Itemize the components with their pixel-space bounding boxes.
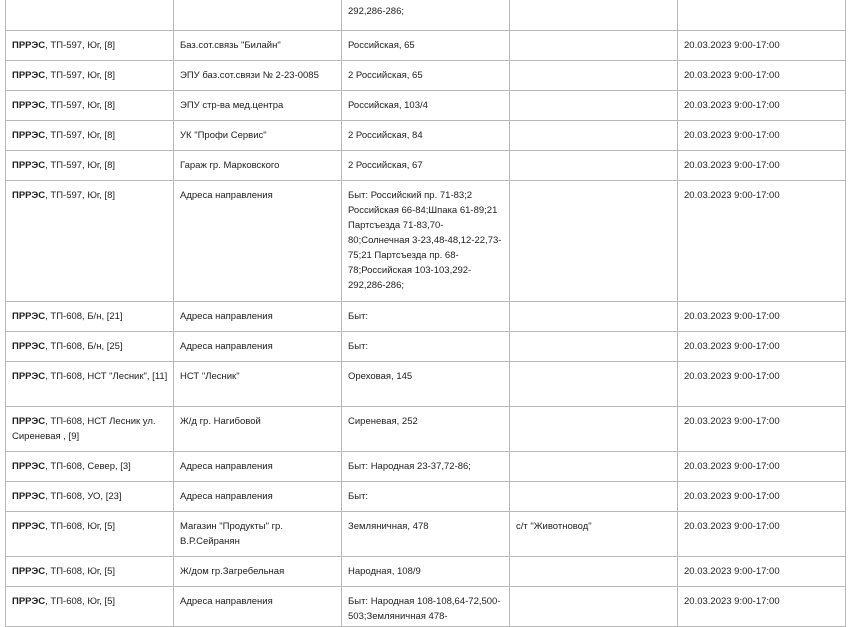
- extra-cell: [510, 482, 678, 512]
- organization-label: ПРРЭС: [12, 40, 46, 51]
- location-label: , ТП-597, Юг, [8]: [45, 130, 116, 141]
- address-cell: Быт:: [342, 302, 510, 332]
- extra-cell: [510, 31, 678, 61]
- address-cell: Российская, 103/4: [342, 91, 510, 121]
- table-row: [6, 31, 846, 61]
- table-body: [6, 0, 846, 627]
- organization-label: ПРРЭС: [12, 596, 46, 607]
- name-cell: [174, 0, 342, 31]
- name-cell: Адреса направления: [174, 452, 342, 482]
- extra-cell: [510, 0, 678, 31]
- name-cell: УК "Профи Сервис": [174, 121, 342, 151]
- org-cell: [6, 452, 174, 482]
- location-label: , ТП-608, Б/н, [21]: [45, 311, 123, 322]
- time-cell: 20.03.2023 9:00-17:00: [678, 452, 846, 482]
- org-cell: [6, 512, 174, 557]
- extra-cell: [510, 121, 678, 151]
- time-cell: 20.03.2023 9:00-17:00: [678, 587, 846, 627]
- time-cell: [678, 0, 846, 31]
- table-row: [6, 0, 846, 31]
- name-cell: Ж/дом гр.Загребельная: [174, 557, 342, 587]
- organization-label: ПРРЭС: [12, 521, 46, 532]
- organization-label: ПРРЭС: [12, 371, 46, 382]
- table-row: [6, 91, 846, 121]
- org-cell: [6, 407, 174, 452]
- organization-label: ПРРЭС: [12, 416, 46, 427]
- organization-label: ПРРЭС: [12, 461, 46, 472]
- location-label: , ТП-608, НСТ "Лесник", [11]: [45, 371, 168, 382]
- table-row: [6, 482, 846, 512]
- location-label: , ТП-597, Юг, [8]: [45, 70, 116, 81]
- time-cell: 20.03.2023 9:00-17:00: [678, 407, 846, 452]
- org-cell: [6, 557, 174, 587]
- organization-label: ПРРЭС: [12, 70, 46, 81]
- location-label: , ТП-608, Юг, [5]: [45, 596, 116, 607]
- location-label: , ТП-608, НСТ Лесник ул. Сиреневая , [9]: [12, 416, 156, 442]
- address-cell: Ореховая, 145: [342, 362, 510, 407]
- address-cell: Быт: Народная 23-37,72-86;: [342, 452, 510, 482]
- table-row: [6, 587, 846, 627]
- address-cell: Народная, 108/9: [342, 557, 510, 587]
- time-cell: 20.03.2023 9:00-17:00: [678, 61, 846, 91]
- name-cell: Гараж гр. Марковского: [174, 151, 342, 181]
- time-cell: 20.03.2023 9:00-17:00: [678, 31, 846, 61]
- location-label: , ТП-608, Юг, [5]: [45, 521, 116, 532]
- location-label: , ТП-597, Юг, [8]: [45, 160, 116, 171]
- org-cell: [6, 121, 174, 151]
- org-cell: [6, 332, 174, 362]
- name-cell: Адреса направления: [174, 181, 342, 302]
- organization-label: ПРРЭС: [12, 566, 46, 577]
- location-label: , ТП-597, Юг, [8]: [45, 190, 116, 201]
- table-row: [6, 181, 846, 302]
- org-cell: [6, 302, 174, 332]
- table-row: [6, 302, 846, 332]
- table-row: [6, 362, 846, 407]
- time-cell: 20.03.2023 9:00-17:00: [678, 181, 846, 302]
- location-label: , ТП-608, Б/н, [25]: [45, 341, 123, 352]
- org-cell: [6, 362, 174, 407]
- organization-label: ПРРЭС: [12, 491, 46, 502]
- organization-label: ПРРЭС: [12, 190, 46, 201]
- organization-label: ПРРЭС: [12, 311, 46, 322]
- table-row: [6, 151, 846, 181]
- address-cell: Быт:: [342, 482, 510, 512]
- location-label: , ТП-608, УО, [23]: [45, 491, 122, 502]
- name-cell: Адреса направления: [174, 587, 342, 627]
- address-cell: Российская, 65: [342, 31, 510, 61]
- extra-cell: [510, 452, 678, 482]
- extra-cell: [510, 302, 678, 332]
- address-cell: 2 Российская, 67: [342, 151, 510, 181]
- location-label: , ТП-597, Юг, [8]: [45, 40, 116, 51]
- table-row: [6, 557, 846, 587]
- extra-cell: [510, 61, 678, 91]
- table-row: [6, 452, 846, 482]
- extra-cell: [510, 332, 678, 362]
- organization-label: ПРРЭС: [12, 160, 46, 171]
- name-cell: Адреса направления: [174, 332, 342, 362]
- time-cell: 20.03.2023 9:00-17:00: [678, 151, 846, 181]
- table-row: [6, 121, 846, 151]
- org-cell: [6, 587, 174, 627]
- org-cell: [6, 31, 174, 61]
- name-cell: Баз.сот.связь "Билайн": [174, 31, 342, 61]
- location-label: , ТП-608, Юг, [5]: [45, 566, 116, 577]
- organization-label: ПРРЭС: [12, 100, 46, 111]
- extra-cell: [510, 587, 678, 627]
- org-cell: [6, 181, 174, 302]
- time-cell: 20.03.2023 9:00-17:00: [678, 482, 846, 512]
- time-cell: 20.03.2023 9:00-17:00: [678, 302, 846, 332]
- name-cell: Магазин "Продукты" гр. В.Р.Сейранян: [174, 512, 342, 557]
- location-label: , ТП-597, Юг, [8]: [45, 100, 116, 111]
- extra-cell: [510, 557, 678, 587]
- location-label: , ТП-608, Север, [3]: [45, 461, 131, 472]
- time-cell: 20.03.2023 9:00-17:00: [678, 91, 846, 121]
- org-cell: [6, 482, 174, 512]
- name-cell: Адреса направления: [174, 482, 342, 512]
- address-cell: Быт: Народная 108-108,64-72,500-503;Земляничная 478-: [342, 587, 510, 627]
- extra-cell: с/т "Животновод": [510, 512, 678, 557]
- address-cell: Земляничная, 478: [342, 512, 510, 557]
- name-cell: ЭПУ стр-ва мед.центра: [174, 91, 342, 121]
- outage-schedule-table: [5, 0, 846, 627]
- table-row: [6, 512, 846, 557]
- org-cell: [6, 151, 174, 181]
- address-cell: Сиреневая, 252: [342, 407, 510, 452]
- extra-cell: [510, 362, 678, 407]
- organization-label: ПРРЭС: [12, 341, 46, 352]
- time-cell: 20.03.2023 9:00-17:00: [678, 362, 846, 407]
- name-cell: Адреса направления: [174, 302, 342, 332]
- address-cell: Быт:: [342, 332, 510, 362]
- time-cell: 20.03.2023 9:00-17:00: [678, 121, 846, 151]
- address-cell: 2 Российская, 84: [342, 121, 510, 151]
- table-row: [6, 407, 846, 452]
- address-cell: 292,286-286;: [342, 0, 510, 31]
- table-row: [6, 61, 846, 91]
- extra-cell: [510, 181, 678, 302]
- extra-cell: [510, 407, 678, 452]
- extra-cell: [510, 91, 678, 121]
- address-cell: Быт: Российский пр. 71-83;2 Российская 66-84;Шпака 61-89;21 Партсъезда 71-83,70-80;Солнечная 3-23,48-48,12-22,73-75;21 Партсъезда пр. 68-78;Российская 103-103,292-292,286-286;: [342, 181, 510, 302]
- name-cell: ЭПУ баз.сот.связи № 2-23-0085: [174, 61, 342, 91]
- org-cell: [6, 0, 174, 31]
- time-cell: 20.03.2023 9:00-17:00: [678, 332, 846, 362]
- org-cell: [6, 61, 174, 91]
- address-cell: 2 Российская, 65: [342, 61, 510, 91]
- time-cell: 20.03.2023 9:00-17:00: [678, 512, 846, 557]
- table-row: [6, 332, 846, 362]
- name-cell: Ж/д гр. Нагибовой: [174, 407, 342, 452]
- time-cell: 20.03.2023 9:00-17:00: [678, 557, 846, 587]
- extra-cell: [510, 151, 678, 181]
- org-cell: [6, 91, 174, 121]
- name-cell: НСТ "Лесник": [174, 362, 342, 407]
- organization-label: ПРРЭС: [12, 130, 46, 141]
